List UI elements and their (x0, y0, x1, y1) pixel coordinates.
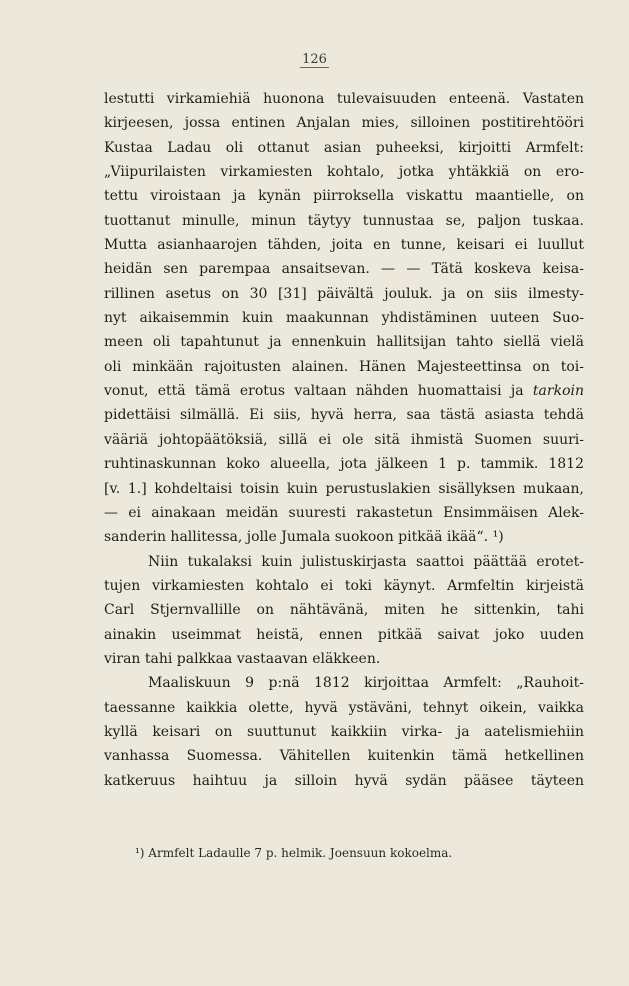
text-line (104, 87, 584, 111)
text-line-content: „Viipurilaisten virkamiesten kohtalo, jotka yhtäkkiä on ero- (104, 164, 584, 181)
text-line (104, 598, 584, 622)
text-line-content: lestutti virkamiehiä huonona tulevaisuuden enteenä. Vastaten (104, 91, 584, 107)
text-line-content: rillinen asetus on 30 [31] päivältä jouluk. ja on siis ilmesty- (104, 285, 584, 302)
text-line (104, 330, 584, 354)
footnote: ¹) Armfelt Ladaulle 7 p. helmik. Joensuun kokoelma. (135, 846, 453, 860)
text-line-content: Mutta asianhaarojen tähden, joita en tunne, keisari ei luullut (104, 237, 584, 254)
text-line (104, 623, 584, 647)
text-line-content: sanderin hallitessa, jolle Jumala suokoon pitkää ikää“. ¹) (104, 529, 504, 546)
text-line-content: vanhassa Suomessa. Vähitellen kuitenkin tämä hetkellinen (104, 748, 584, 765)
text-line (104, 282, 584, 306)
text-line-content: nyt aikaisemmin kuin maakunnan yhdistäminen uuteen Suo- (104, 310, 584, 327)
text-line-content: [v. 1.] kohdeltaisi toisin kuin perustuslakien sisällyksen mukaan, (104, 480, 584, 497)
text-line (104, 306, 584, 330)
text-line (104, 428, 584, 452)
text-line-content: oli minkään rajoitusten alainen. Hänen Majesteettinsa on toi- (104, 358, 584, 375)
text-line (104, 720, 584, 744)
text-line-content: vääriä johtopäätöksiä, sillä ei ole sitä ihmistä Suomen suuri- (104, 431, 584, 448)
text-line (104, 257, 584, 281)
text-line-content: tujen virkamiesten kohtalo ei toki käynyt. Armfeltin kirjeistä (104, 577, 584, 594)
text-line-content: pidettäisi silmällä. Ei siis, hyvä herra, saa tästä asiasta tehdä (104, 407, 584, 424)
text-line (104, 574, 584, 598)
text-line-content: Niin tukalaksi kuin julistuskirjasta saattoi päättää erotet- (148, 553, 584, 570)
body-text (104, 87, 584, 793)
text-line (104, 452, 584, 476)
text-line-content: tuottanut minulle, minun täytyy tunnustaa se, paljon tuskaa. (104, 212, 584, 229)
text-line-content: ruhtinaskunnan koko alueella, jota jälkeen 1 p. tammik. 1812 (104, 456, 584, 473)
text-line-content: Kustaa Ladau oli ottanut asian puheeksi, kirjoitti Armfelt: (104, 139, 584, 156)
text-line (104, 111, 584, 135)
text-line-content: taessanne kaikkia olette, hyvä ystäväni, tehnyt oikein, vaikka (104, 699, 584, 716)
text-line-content: kyllä keisari on suuttunut kaikkiin virka- ja aatelismiehiin (104, 723, 584, 740)
text-line (104, 550, 584, 574)
text-line (104, 209, 584, 233)
text-line (104, 184, 584, 208)
text-line-content: katkeruus haihtuu ja silloin hyvä sydän pääsee täyteen (104, 772, 584, 789)
text-line-content: ainakin useimmat heistä, ennen pitkää saivat joko uuden (104, 626, 584, 643)
text-line-content: viran tahi palkkaa vastaavan eläkkeen. (104, 650, 381, 667)
text-line (104, 501, 584, 525)
text-line (104, 379, 584, 403)
text-line-content: kirjeesen, jossa entinen Anjalan mies, silloinen postitirehtööri (104, 115, 584, 132)
emphasized-word: tarkoin (532, 383, 584, 400)
text-line (104, 403, 584, 427)
text-line-content: Maaliskuun 9 p:nä 1812 kirjoittaa Armfelt: „Rauhoit- (148, 675, 584, 692)
text-line-content: vonut, että tämä erotus valtaan nähden huomattaisi ja (104, 383, 533, 400)
text-line-content: Carl Stjernvallille on nähtävänä, miten he sittenkin, tahi (104, 602, 584, 619)
page-number (0, 52, 629, 67)
text-line (104, 525, 584, 549)
text-line (104, 477, 584, 501)
text-line-content: — ei ainakaan meidän suuresti rakastetun Ensimmäisen Alek- (104, 504, 584, 521)
text-line-content: meen oli tapahtunut ja ennenkuin hallitsijan tahto siellä vielä (104, 334, 584, 351)
text-line (104, 233, 584, 257)
text-line (104, 671, 584, 695)
page-number-text: 126 (302, 52, 327, 67)
text-line (104, 696, 584, 720)
text-line-content: heidän sen parempaa ansaitsevan. — — Tätä koskeva keisa- (104, 261, 584, 278)
text-line (104, 744, 584, 768)
text-line (104, 355, 584, 379)
text-line-content: tettu viroistaan ja kynän piirroksella viskattu maantielle, on (104, 188, 584, 205)
text-line (104, 769, 584, 793)
text-line (104, 160, 584, 184)
text-line (104, 647, 584, 671)
text-line (104, 136, 584, 160)
